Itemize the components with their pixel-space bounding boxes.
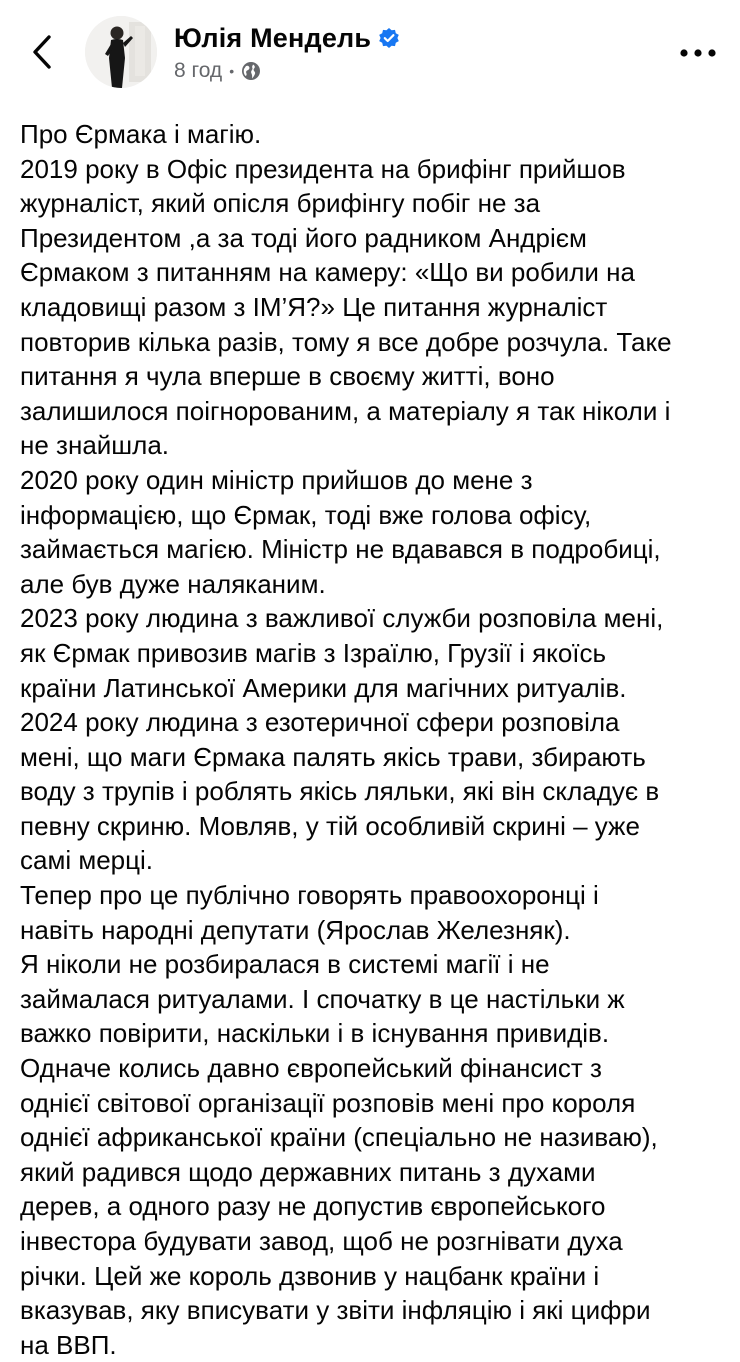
post-text: Про Єрмака і магію. 2019 року в Офіс президента на брифінг прийшов журналіст, який опісля брифінгу побіг не за Президентом ,а за тоді його радником Андрієм Єрмаком з питанням на камеру: «Що ви робили на кладовищі разом з ІМ’Я?» Це питання журналіст повторив кілька разів, тому я все добре розчула. Таке питання я чула вперше в своєму житті, воно залишилося поігнорованим, а матеріалу я так ніколи і не знайшла. 2020 року один міністр прийшов до мене з інформацією, що Єрмак, тоді вже голова офісу, займається магією. Міністр не вдавався в подробиці, але був дуже наляканим. 2023 року людина з важливої служби розповіла мені, як Єрмак привозив магів з Ізраїлю, Грузії і якоїсь країни Латинської Америки для магічних ритуалів. 2024 року людина з езотеричної сфери розповіла мені, що маги Єрмака палять якісь трави, збирають воду з трупів і роблять якісь ляльки, які він складує в певну скриню. Мовляв, у тій особливій скрині – уже самі мерці. Тепер про це публічно говорять правоохоронці і навіть народні депутати (Ярослав Железняк). Я ніколи не розбиралася в системі магії і не займалася ритуалами. І спочатку в це настільки ж важко повірити, наскільки і в існування привидів. Одначе колись давно європейський фінансист з однієї світової організації розповів мені про короля однієї африканської країни (спеціально не називаю), який радився щодо державних питань з духами дерев, а одного разу не допустив європейського інвестора будувати завод, щоб не розгнівати духа річки. Цей же король дзвонив у нацбанк країни і вказував, яку вписувати у звіти інфляцію і які цифри на ВВП. xyxy=(20,119,672,1360)
author-name[interactable]: Юлія Мендель xyxy=(174,22,372,53)
author-row xyxy=(174,20,400,56)
meta-separator: • xyxy=(229,63,235,79)
chevron-left-icon xyxy=(31,34,53,70)
post-timestamp[interactable]: 8 год xyxy=(174,59,223,82)
globe-icon xyxy=(240,60,262,82)
verified-badge-icon xyxy=(378,27,400,49)
more-options-button[interactable] xyxy=(676,38,720,68)
post-meta xyxy=(174,58,262,84)
avatar[interactable] xyxy=(85,16,157,88)
more-dots-icon xyxy=(678,48,718,58)
post-header xyxy=(0,0,740,105)
back-button[interactable] xyxy=(22,30,62,74)
